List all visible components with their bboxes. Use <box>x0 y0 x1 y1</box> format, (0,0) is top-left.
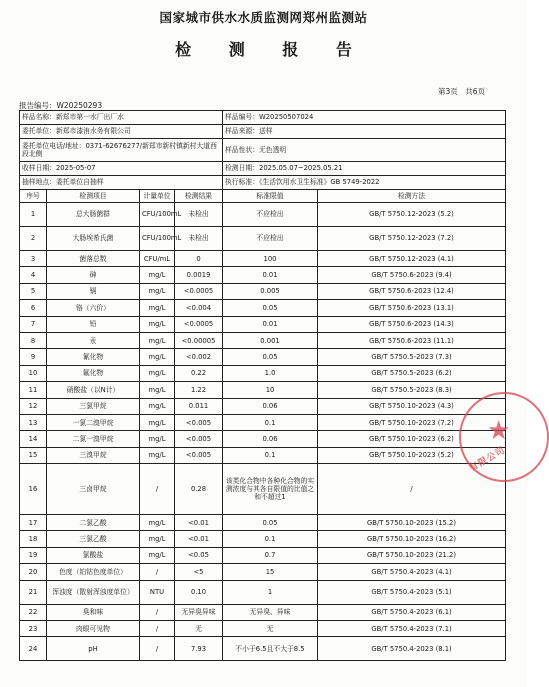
cell-method: GB/T 5750.5-2023 (6.2) <box>318 365 506 381</box>
cell-item: 镉 <box>47 283 140 299</box>
cell-item: 三卤甲烷 <box>47 464 140 515</box>
result-rows <box>20 203 506 661</box>
table-row <box>20 464 506 515</box>
cell-result: <0.004 <box>175 300 223 316</box>
cell-result: <0.0005 <box>175 283 223 299</box>
cell-item: 菌落总数 <box>47 251 140 267</box>
cell-unit: / <box>140 604 175 620</box>
table-row <box>20 447 506 463</box>
cell-unit: mg/L <box>140 316 175 332</box>
cell-method: GB/T 5750.5-2023 (7.3) <box>318 349 506 365</box>
cell-result: <0.0005 <box>175 316 223 332</box>
cell-no: 15 <box>20 447 47 463</box>
cell-limit: 0.01 <box>223 316 318 332</box>
cell-unit: CFU/100mL <box>140 227 175 251</box>
seal-text: 有限公司 <box>467 445 508 475</box>
cell-no: 20 <box>20 564 47 580</box>
cell-unit: CFU/100mL <box>140 203 175 227</box>
cell-limit: 0.06 <box>223 431 318 447</box>
cell-method: GB/T 5750.6-2023 (9.4) <box>318 267 506 283</box>
sampling-site: 抽样地点：委托单位自抽样 <box>20 176 223 190</box>
cell-limit: 0.01 <box>223 267 318 283</box>
table-row <box>20 227 506 251</box>
standard: 执行标准：《生活饮用水卫生标准》GB 5749-2022 <box>223 176 506 190</box>
cell-unit: / <box>140 637 175 661</box>
cell-unit: mg/L <box>140 382 175 398</box>
cell-no: 21 <box>20 580 47 604</box>
cell-limit: 0.001 <box>223 332 318 348</box>
report-title: 检 测 报 告 <box>175 40 368 59</box>
cell-method: GB/T 5750.10-2023 (6.2) <box>318 431 506 447</box>
cell-method: GB/T 5750.10-2023 (15.2) <box>318 515 506 531</box>
cell-no: 9 <box>20 349 47 365</box>
cell-unit: mg/L <box>140 267 175 283</box>
cell-method: GB/T 5750.6-2023 (13.1) <box>318 300 506 316</box>
cell-item: 铬（六价） <box>47 300 140 316</box>
cell-no: 12 <box>20 398 47 414</box>
cell-method: GB/T 5750.4-2023 (8.1) <box>318 637 506 661</box>
cell-item: 总大肠菌群 <box>47 203 140 227</box>
cell-limit: 该类化合物中各种化合物的实测浓度与其各自限值的比值之和不超过1 <box>223 464 318 515</box>
table-row <box>20 398 506 414</box>
cell-no: 10 <box>20 365 47 381</box>
cell-method: / <box>318 464 506 515</box>
cell-limit: 0.05 <box>223 300 318 316</box>
cell-unit: mg/L <box>140 515 175 531</box>
cell-result: 未检出 <box>175 203 223 227</box>
cell-no: 1 <box>20 203 47 227</box>
star-icon: ★ <box>487 416 511 446</box>
cell-method: GB/T 5750.12-2023 (7.2) <box>318 227 506 251</box>
cell-result: 1.22 <box>175 382 223 398</box>
cell-item: 三氯乙酸 <box>47 531 140 547</box>
cell-item: 色度（铂钴色度单位） <box>47 564 140 580</box>
cell-unit: mg/L <box>140 283 175 299</box>
cell-item: 三氯甲烷 <box>47 398 140 414</box>
cell-item: 二氯乙酸 <box>47 515 140 531</box>
cell-limit: 15 <box>223 564 318 580</box>
table-row <box>20 414 506 430</box>
cell-result: 无 <box>175 621 223 637</box>
cell-no: 2 <box>20 227 47 251</box>
cell-method: GB/T 5750.10-2023 (16.2) <box>318 531 506 547</box>
col-method-header: 检测方法 <box>318 190 506 203</box>
col-no-header: 序号 <box>20 190 47 203</box>
table-row <box>20 531 506 547</box>
cell-limit: 0.05 <box>223 515 318 531</box>
table-row <box>20 547 506 563</box>
cell-result: 0.22 <box>175 365 223 381</box>
cell-result: <0.005 <box>175 447 223 463</box>
cell-unit: CFU/mL <box>140 251 175 267</box>
cell-no: 24 <box>20 637 47 661</box>
cell-limit: 0.1 <box>223 414 318 430</box>
cell-method: GB/T 5750.6-2023 (11.1) <box>318 332 506 348</box>
table-row <box>20 349 506 365</box>
table-row <box>20 564 506 580</box>
cell-no: 3 <box>20 251 47 267</box>
sample-state: 样品性状：无色透明 <box>223 139 506 162</box>
cell-no: 14 <box>20 431 47 447</box>
cell-method: GB/T 5750.4-2023 (6.1) <box>318 604 506 620</box>
cell-unit: mg/L <box>140 431 175 447</box>
cell-limit: 0.005 <box>223 283 318 299</box>
table-row <box>20 332 506 348</box>
cell-method: GB/T 5750.10-2023 (7.2) <box>318 414 506 430</box>
cell-unit: mg/L <box>140 332 175 348</box>
cell-no: 7 <box>20 316 47 332</box>
table-row <box>20 283 506 299</box>
page-number: 第3页 共6页 <box>437 87 485 96</box>
company-seal <box>459 392 549 482</box>
cell-item: 氰化物 <box>47 349 140 365</box>
report-number: 报告编号：W20250293 <box>19 101 103 110</box>
sample-source: 样品来源：送样 <box>223 125 506 139</box>
cell-result: 0.011 <box>175 398 223 414</box>
cell-unit: / <box>140 621 175 637</box>
table-row <box>20 203 506 227</box>
cell-limit: 0.7 <box>223 547 318 563</box>
received-date: 收样日期：2025-05-07 <box>20 162 223 176</box>
client-contact: 委托单位电话/地址：0371-62676277/新郑市新村镇新村大道西段北侧 <box>20 139 223 162</box>
cell-result: 无异臭异味 <box>175 604 223 620</box>
table-row <box>20 316 506 332</box>
cell-method: GB/T 5750.4-2023 (7.1) <box>318 621 506 637</box>
cell-result: 0.28 <box>175 464 223 515</box>
table-row <box>20 365 506 381</box>
cell-item: 三溴甲烷 <box>47 447 140 463</box>
cell-no: 18 <box>20 531 47 547</box>
cell-result: <0.002 <box>175 349 223 365</box>
cell-limit: 无异臭、异味 <box>223 604 318 620</box>
cell-method: GB/T 5750.12-2023 (5.2) <box>318 203 506 227</box>
cell-method: GB/T 5750.6-2023 (14.3) <box>318 316 506 332</box>
cell-result: 7.93 <box>175 637 223 661</box>
cell-limit: 不应检出 <box>223 203 318 227</box>
cell-method: GB/T 5750.4-2023 (5.1) <box>318 580 506 604</box>
cell-limit: 不小于6.5且不大于8.5 <box>223 637 318 661</box>
cell-item: 臭和味 <box>47 604 140 620</box>
cell-result: <0.005 <box>175 414 223 430</box>
client-name: 委托单位：新郑市漆洧水务有限公司 <box>20 125 223 139</box>
cell-limit: 0.1 <box>223 447 318 463</box>
cell-unit: mg/L <box>140 349 175 365</box>
table-row <box>20 637 506 661</box>
cell-limit: 1 <box>223 580 318 604</box>
sample-name: 样品名称：新郑市第一水厂出厂水 <box>20 111 223 125</box>
col-item-header: 检测项目 <box>47 190 140 203</box>
cell-item: 硝酸盐（以N计） <box>47 382 140 398</box>
cell-limit: 无 <box>223 621 318 637</box>
cell-method: GB/T 5750.6-2023 (12.4) <box>318 283 506 299</box>
cell-no: 22 <box>20 604 47 620</box>
cell-limit: 0.1 <box>223 531 318 547</box>
cell-limit: 100 <box>223 251 318 267</box>
table-row <box>20 621 506 637</box>
cell-no: 16 <box>20 464 47 515</box>
table-row <box>20 580 506 604</box>
test-date: 检测日期：2025.05.07~2025.05.21 <box>223 162 506 176</box>
cell-item: 大肠埃希氏菌 <box>47 227 140 251</box>
cell-result: 0 <box>175 251 223 267</box>
cell-no: 17 <box>20 515 47 531</box>
cell-no: 8 <box>20 332 47 348</box>
cell-result: <0.01 <box>175 515 223 531</box>
cell-unit: NTU <box>140 580 175 604</box>
cell-item: 砷 <box>47 267 140 283</box>
cell-method: GB/T 5750.10-2023 (4.3) <box>318 398 506 414</box>
col-result-header: 检测结果 <box>175 190 223 203</box>
org-name: 国家城市供水水质监测网郑州监测站 <box>159 10 368 25</box>
cell-item: 铅 <box>47 316 140 332</box>
cell-item: 氟化物 <box>47 365 140 381</box>
cell-limit: 10 <box>223 382 318 398</box>
table-row <box>20 267 506 283</box>
cell-unit: / <box>140 464 175 515</box>
cell-result: <5 <box>175 564 223 580</box>
cell-item: pH <box>47 637 140 661</box>
cell-no: 19 <box>20 547 47 563</box>
cell-item: 一氯二溴甲烷 <box>47 414 140 430</box>
cell-unit: mg/L <box>140 398 175 414</box>
cell-item: 汞 <box>47 332 140 348</box>
cell-unit: mg/L <box>140 531 175 547</box>
cell-result: <0.05 <box>175 547 223 563</box>
cell-method: GB/T 5750.5-2023 (8.3) <box>318 382 506 398</box>
cell-unit: mg/L <box>140 300 175 316</box>
cell-limit: 不应检出 <box>223 227 318 251</box>
cell-unit: mg/L <box>140 365 175 381</box>
cell-unit: / <box>140 564 175 580</box>
col-limit-header: 标准限值 <box>223 190 318 203</box>
cell-no: 4 <box>20 267 47 283</box>
cell-method: GB/T 5750.4-2023 (4.1) <box>318 564 506 580</box>
cell-unit: mg/L <box>140 547 175 563</box>
table-row <box>20 515 506 531</box>
cell-limit: 0.05 <box>223 349 318 365</box>
cell-result: 0.10 <box>175 580 223 604</box>
cell-limit: 1.0 <box>223 365 318 381</box>
cell-result: 0.0019 <box>175 267 223 283</box>
cell-no: 6 <box>20 300 47 316</box>
cell-unit: mg/L <box>140 414 175 430</box>
table-row <box>20 431 506 447</box>
table-row <box>20 300 506 316</box>
cell-item: 二氯一溴甲烷 <box>47 431 140 447</box>
cell-method: GB/T 5750.12-2023 (4.1) <box>318 251 506 267</box>
cell-item: 浑浊度（散射浑浊度单位） <box>47 580 140 604</box>
cell-method: GB/T 5750.10-2023 (21.2) <box>318 547 506 563</box>
cell-no: 5 <box>20 283 47 299</box>
cell-unit: mg/L <box>140 447 175 463</box>
cell-result: <0.00005 <box>175 332 223 348</box>
table-row <box>20 382 506 398</box>
cell-no: 11 <box>20 382 47 398</box>
table-row <box>20 604 506 620</box>
report-table <box>19 110 506 661</box>
cell-result: 未检出 <box>175 227 223 251</box>
sample-number: 样品编号：W20250507024 <box>223 111 506 125</box>
cell-no: 13 <box>20 414 47 430</box>
cell-result: <0.005 <box>175 431 223 447</box>
cell-limit: 0.06 <box>223 398 318 414</box>
col-unit-header: 计量单位 <box>140 190 175 203</box>
table-row <box>20 251 506 267</box>
cell-result: <0.01 <box>175 531 223 547</box>
cell-no: 23 <box>20 621 47 637</box>
cell-method: GB/T 5750.10-2023 (5.2) <box>318 447 506 463</box>
cell-item: 氯酸盐 <box>47 547 140 563</box>
cell-item: 肉眼可见物 <box>47 621 140 637</box>
